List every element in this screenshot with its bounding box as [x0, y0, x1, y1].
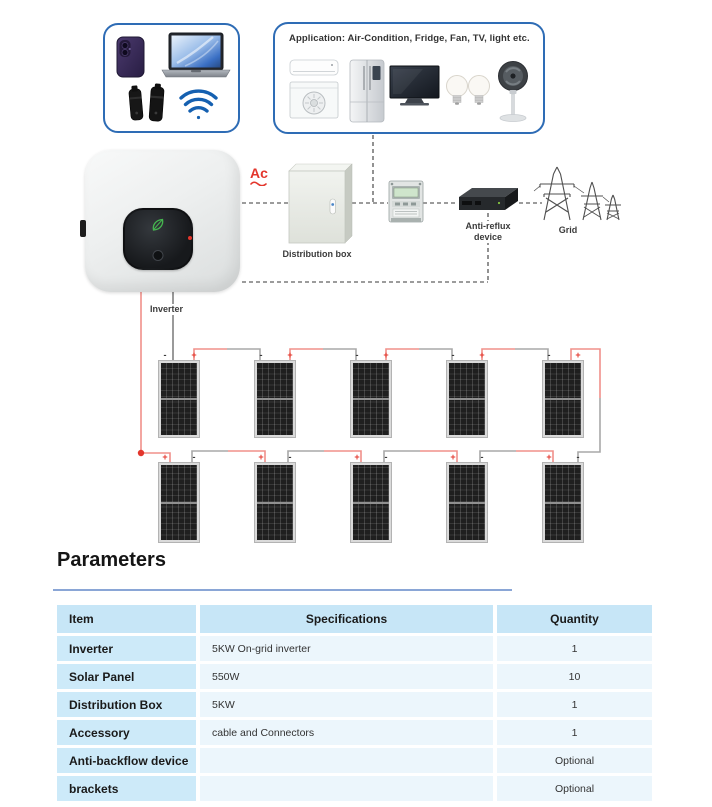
solar-panel [543, 361, 583, 437]
table-cell-specification [200, 776, 493, 801]
panel-minus-terminal: - [451, 350, 455, 360]
panel-plus-terminal: + [383, 350, 389, 360]
table-header-quantity: Quantity [497, 605, 652, 633]
panel-minus-terminal: - [384, 452, 388, 462]
panel-plus-terminal: + [191, 350, 197, 360]
panel-minus-terminal: - [576, 452, 580, 462]
solar-panel [447, 361, 487, 437]
panel-plus-terminal: + [575, 350, 581, 360]
grid-label: Grid [558, 225, 578, 235]
table-cell-quantity: 10 [497, 664, 652, 689]
parameters-title: Parameters [57, 549, 166, 571]
heading-rule [53, 589, 512, 591]
panel-plus-terminal: + [546, 452, 552, 462]
panel-minus-terminal: - [355, 350, 359, 360]
inverter-label: Inverter [150, 304, 184, 314]
solar-panel [351, 463, 391, 542]
panel-plus-terminal: + [479, 350, 485, 360]
panel-plus-terminal: + [450, 452, 456, 462]
panel-minus-terminal: - [163, 350, 167, 360]
table-cell-specification [200, 748, 493, 773]
panel-minus-terminal: - [192, 452, 196, 462]
panel-plus-terminal: + [287, 350, 293, 360]
table-cell-quantity: 1 [497, 692, 652, 717]
table-cell-quantity: 1 [497, 720, 652, 745]
solar-panel [447, 463, 487, 542]
solar-panel [159, 463, 199, 542]
solar-panel [255, 361, 295, 437]
table-header-specifications: Specifications [200, 605, 493, 633]
table-cell-item: Inverter [57, 636, 196, 661]
panel-minus-terminal: - [547, 350, 551, 360]
parameters-table [57, 605, 652, 801]
table-header-item: Item [57, 605, 196, 633]
panel-minus-terminal: - [480, 452, 484, 462]
table-cell-item: Solar Panel [57, 664, 196, 689]
table-cell-quantity: 1 [497, 636, 652, 661]
distribution-box-label: Distribution box [282, 249, 352, 259]
anti-reflux-label-line2: device [473, 232, 503, 242]
application-label: Application: Air-Condition, Fridge, Fan, TV, light etc. [289, 33, 530, 44]
table-cell-quantity: Optional [497, 776, 652, 801]
table-cell-item: Accessory [57, 720, 196, 745]
table-cell-specification: cable and Connectors [200, 720, 493, 745]
table-cell-specification: 5KW On-grid inverter [200, 636, 493, 661]
ac-label-text: Ac [250, 165, 268, 181]
solar-panel [543, 463, 583, 542]
panel-plus-terminal: + [258, 452, 264, 462]
table-cell-specification: 5KW [200, 692, 493, 717]
solar-panel [255, 463, 295, 542]
panel-plus-terminal: + [162, 452, 168, 462]
table-cell-item: Distribution Box [57, 692, 196, 717]
solar-panel [351, 361, 391, 437]
table-cell-item: Anti-backflow device [57, 748, 196, 773]
table-cell-quantity: Optional [497, 748, 652, 773]
table-cell-item: brackets [57, 776, 196, 801]
panel-plus-terminal: + [354, 452, 360, 462]
anti-reflux-label-line1: Anti-reflux [465, 221, 511, 231]
solar-panel [159, 361, 199, 437]
panel-minus-terminal: - [288, 452, 292, 462]
table-cell-specification: 550W [200, 664, 493, 689]
panel-minus-terminal: - [259, 350, 263, 360]
